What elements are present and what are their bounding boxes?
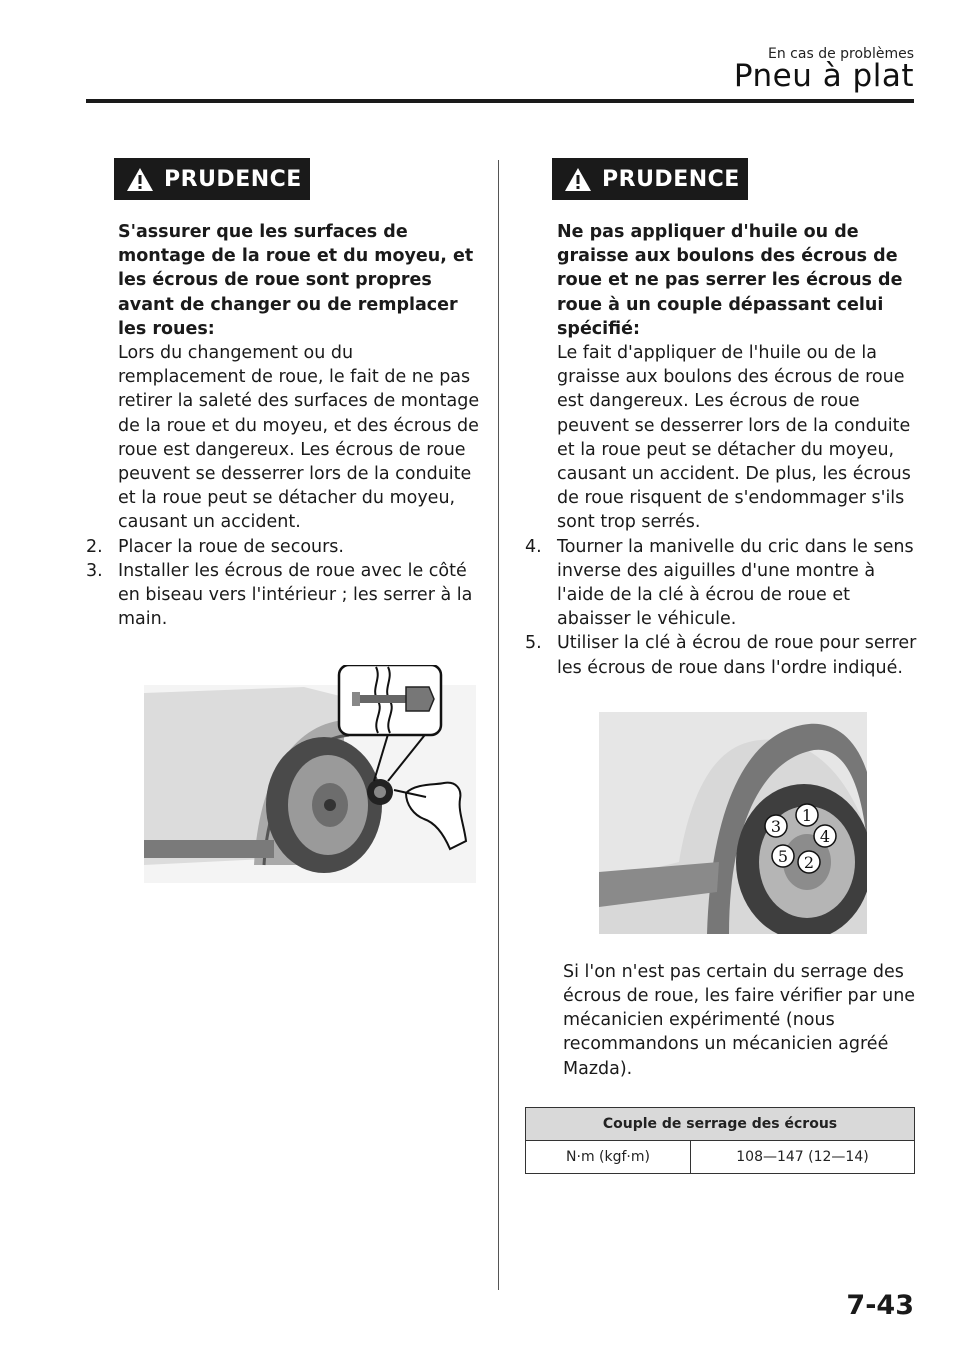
caution-label: PRUDENCE [164,166,302,192]
svg-text:5: 5 [777,846,789,866]
warning-triangle-icon [126,167,154,192]
caution-label: PRUDENCE [602,166,740,192]
list-item [525,631,925,679]
caution-body: Lors du changement ou du remplacement de roue, le fait de ne pas retirer la saleté des surfaces de montage de la roue et du moyeu, et des écrous de roue est dangereux. Les écrous de roue peuvent se desserrer lors de la conduite et la roue peut se détacher du moyeu, causant un accident. [118,343,480,533]
step-text: Tourner la manivelle du cric dans le sens inverse des aiguilles d'une montre à l'aide de la clé à écrou de roue et abaisser le véhicule. [557,536,914,630]
warning-triangle-icon [564,167,592,192]
right-column [525,158,925,1174]
caution-badge [114,158,310,200]
step-number: 4. [525,536,542,557]
caution-heading: S'assurer que les surfaces de montage de la roue et du moyeu, et les écrous de roue sont propres avant de changer ou de remplacer les roues: [118,222,474,339]
header-section-label: En cas de problèmes [768,46,914,62]
lug-marker-3 [765,815,787,837]
step-text: Placer la roue de secours. [118,536,344,557]
left-column [86,158,486,883]
list-item [86,535,486,559]
table-header: Couple de serrage des écrous [526,1107,915,1140]
list-item [525,535,925,632]
caution-text [557,220,925,535]
caution-badge [552,158,748,200]
lug-marker-1 [796,804,818,826]
lug-marker-5 [772,845,794,867]
caution-heading: Ne pas appliquer d'huile ou de graisse aux boulons des écrous de roue et ne pas serrer les écrous de roue à un couple dépassant celui spécifié: [557,222,903,339]
step-number: 2. [86,536,103,557]
table-cell-value: 108—147 (12—14) [691,1140,915,1173]
step-number: 3. [86,560,103,581]
step-text: Installer les écrous de roue avec le côté en biseau vers l'intérieur ; les serrer à la main. [118,560,473,630]
page-title: Pneu à plat [733,58,914,94]
page-number: 7-43 [846,1290,914,1321]
steps-list [86,535,486,632]
svg-text:3: 3 [770,816,782,836]
header-divider [86,99,914,103]
svg-text:1: 1 [801,805,813,825]
lug-marker-2 [798,851,820,873]
column-divider [498,160,499,1290]
caution-body: Le fait d'appliquer de l'huile ou de la graisse aux boulons des écrous de roue est dangereux. Les écrous de roue peuvent se desserrer lors de la conduite et la roue peut se détacher du moyeu, causant un accident. De plus, les écrous de roue risquent de s'endommager s'ils sont trop serrés. [557,343,911,533]
list-item [86,559,486,632]
steps-list [525,535,925,680]
spare-wheel-installation-illustration [144,665,476,883]
table-row [526,1140,915,1173]
table-cell-unit: N·m (kgf·m) [526,1140,691,1173]
torque-spec-table [525,1107,915,1174]
svg-text:2: 2 [803,852,815,872]
verification-note: Si l'on n'est pas certain du serrage des écrous de roue, les faire vérifier par une mécanicien expérimenté (nous recommandons un mécanicien agréé Mazda). [563,961,916,1079]
step-number: 5. [525,633,542,654]
svg-text:4: 4 [819,826,831,846]
caution-text [118,220,486,535]
step-text: Utiliser la clé à écrou de roue pour serrer les écrous de roue dans l'ordre indiqué. [557,633,917,678]
lug-marker-4 [814,825,836,847]
lug-nut-tightening-order-illustration [599,712,867,934]
